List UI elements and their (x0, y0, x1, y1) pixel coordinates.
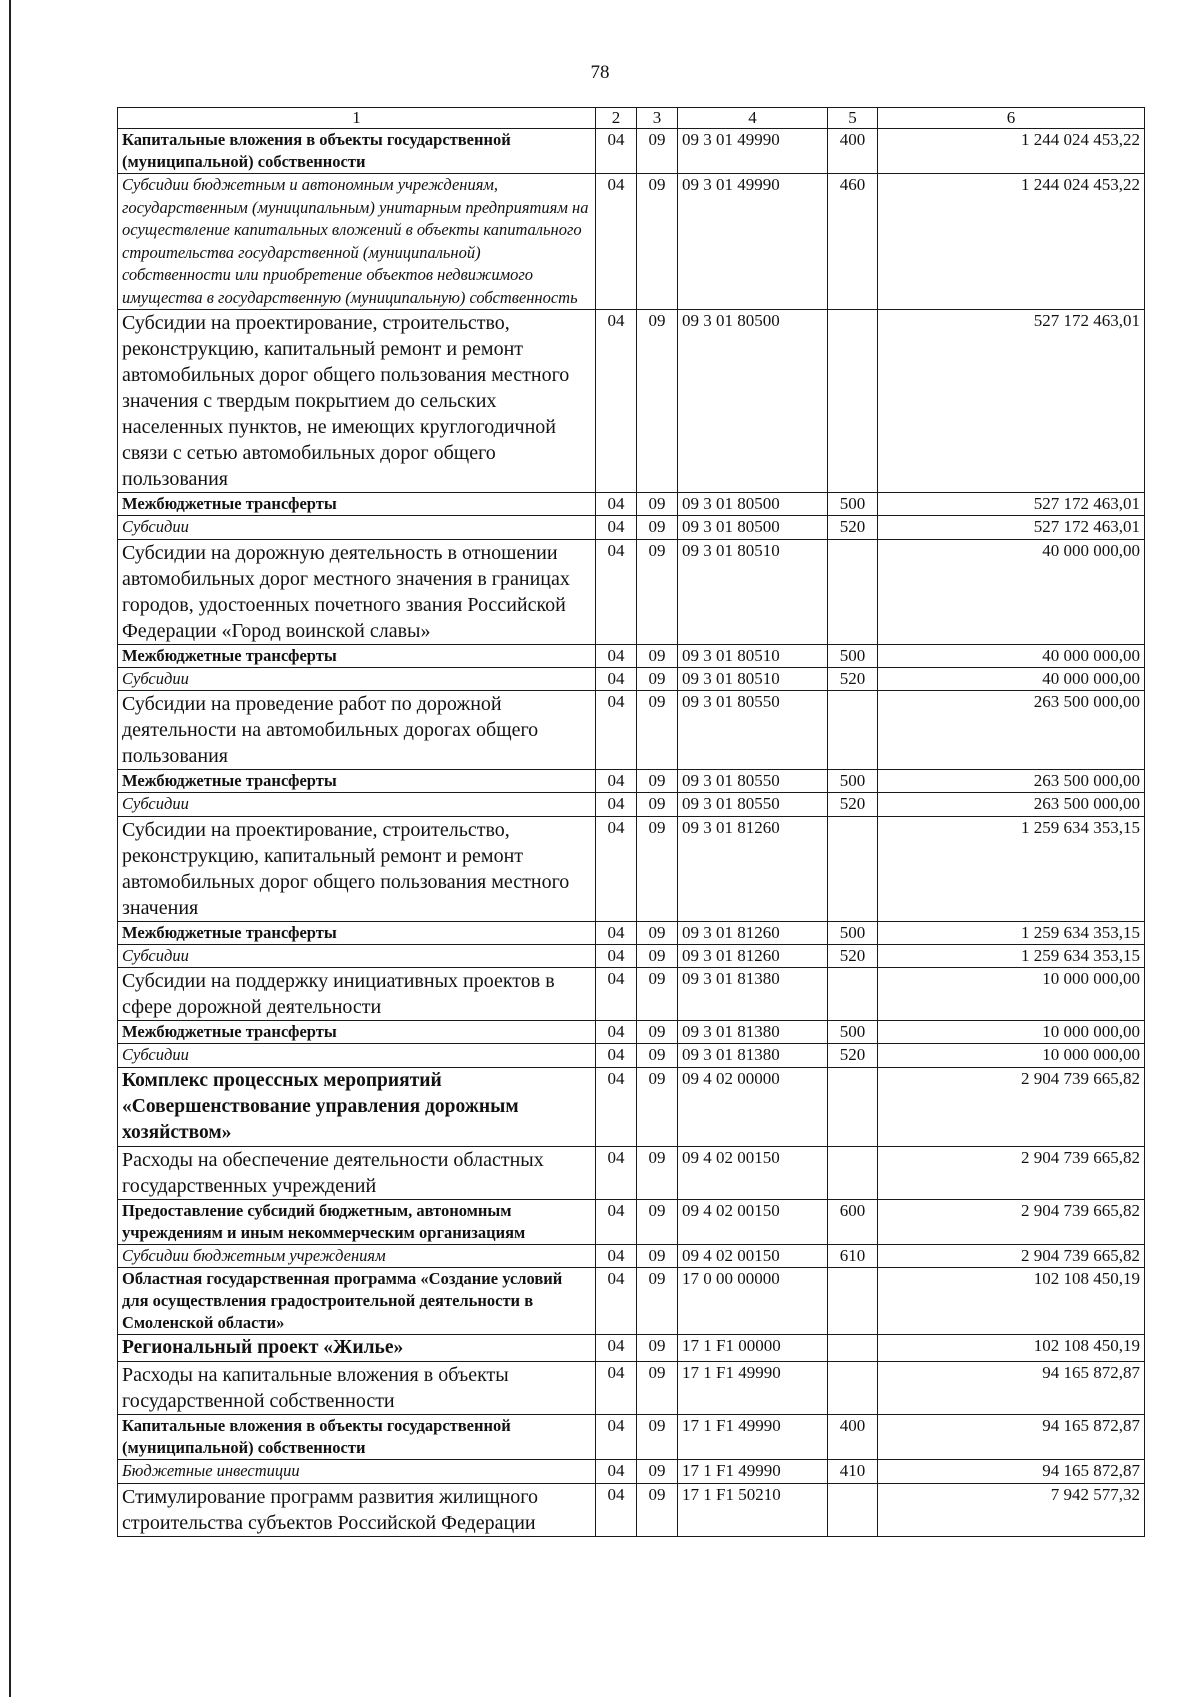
row-subsection: 09 (637, 1268, 678, 1335)
row-amount: 527 172 463,01 (878, 310, 1145, 493)
row-csr: 09 3 01 80500 (678, 310, 828, 493)
row-vr: 460 (828, 174, 878, 310)
row-subsection: 09 (637, 921, 678, 944)
row-vr: 520 (828, 793, 878, 817)
row-name: Субсидии на поддержку инициативных проектов в сфере дорожной деятельности (118, 968, 596, 1021)
table-row (118, 1415, 1145, 1460)
table-row (118, 1021, 1145, 1044)
row-subsection: 09 (637, 539, 678, 644)
table-row (118, 516, 1145, 540)
row-csr: 09 3 01 80550 (678, 691, 828, 770)
row-name: Межбюджетные трансферты (118, 644, 596, 667)
row-name: Предоставление субсидий бюджетным, автономным учреждениям и иным некоммерческим организациям (118, 1199, 596, 1244)
col-header-csr: 4 (678, 108, 828, 129)
row-csr: 09 3 01 80500 (678, 493, 828, 516)
row-vr (828, 1146, 878, 1199)
row-vr (828, 1483, 878, 1536)
row-csr: 09 4 02 00000 (678, 1067, 828, 1146)
row-section: 04 (596, 1460, 637, 1484)
row-section: 04 (596, 1199, 637, 1244)
row-amount: 1 259 634 353,15 (878, 921, 1145, 944)
row-name: Субсидии на проектирование, строительство, реконструкцию, капитальный ремонт и ремонт автомобильных дорог общего пользования местного значения (118, 816, 596, 921)
row-name: Бюджетные инвестиции (118, 1460, 596, 1484)
table-row (118, 1044, 1145, 1068)
row-csr: 09 4 02 00150 (678, 1199, 828, 1244)
row-amount: 263 500 000,00 (878, 691, 1145, 770)
row-csr: 09 4 02 00150 (678, 1146, 828, 1199)
row-name: Комплекс процессных мероприятий «Совершенствование управления дорожным хозяйством» (118, 1067, 596, 1146)
row-subsection: 09 (637, 310, 678, 493)
row-amount: 102 108 450,19 (878, 1335, 1145, 1362)
table-row (118, 921, 1145, 944)
row-csr: 09 3 01 81380 (678, 968, 828, 1021)
row-amount: 1 259 634 353,15 (878, 816, 1145, 921)
row-section: 04 (596, 1483, 637, 1536)
table-row (118, 1483, 1145, 1536)
row-subsection: 09 (637, 968, 678, 1021)
row-vr (828, 310, 878, 493)
row-csr: 09 3 01 80550 (678, 770, 828, 793)
row-vr: 400 (828, 129, 878, 174)
row-section: 04 (596, 944, 637, 968)
row-name: Стимулирование программ развития жилищного строительства субъектов Российской Федерации (118, 1483, 596, 1536)
row-name: Расходы на капитальные вложения в объекты государственной собственности (118, 1362, 596, 1415)
row-amount: 94 165 872,87 (878, 1362, 1145, 1415)
row-vr: 520 (828, 944, 878, 968)
row-section: 04 (596, 1146, 637, 1199)
table-row (118, 1268, 1145, 1335)
row-vr: 500 (828, 493, 878, 516)
row-section: 04 (596, 793, 637, 817)
row-vr: 520 (828, 516, 878, 540)
row-name: Межбюджетные трансферты (118, 1021, 596, 1044)
row-section: 04 (596, 516, 637, 540)
row-vr: 500 (828, 644, 878, 667)
row-subsection: 09 (637, 1021, 678, 1044)
row-csr: 17 1 F1 49990 (678, 1415, 828, 1460)
row-subsection: 09 (637, 944, 678, 968)
row-subsection: 09 (637, 1199, 678, 1244)
row-csr: 09 3 01 49990 (678, 129, 828, 174)
scan-edge-line (9, 0, 11, 1697)
table-row (118, 310, 1145, 493)
row-amount: 1 244 024 453,22 (878, 174, 1145, 310)
row-vr: 500 (828, 1021, 878, 1044)
table-row (118, 793, 1145, 817)
row-vr (828, 968, 878, 1021)
row-section: 04 (596, 1268, 637, 1335)
row-vr: 520 (828, 667, 878, 691)
row-csr: 09 3 01 80510 (678, 539, 828, 644)
page-number: 78 (590, 62, 610, 83)
col-header-subsection: 3 (637, 108, 678, 129)
row-subsection: 09 (637, 1044, 678, 1068)
row-subsection: 09 (637, 770, 678, 793)
row-vr: 600 (828, 1199, 878, 1244)
row-name: Межбюджетные трансферты (118, 921, 596, 944)
row-section: 04 (596, 1362, 637, 1415)
table-row (118, 1244, 1145, 1268)
row-subsection: 09 (637, 516, 678, 540)
row-name: Субсидии бюджетным и автономным учреждениям, государственным (муниципальным) унитарным предприятиям на осуществление капитальных вложений в объекты капитального строительства государственной (муниципальной) собственности или приобретение объектов недвижимого имущества в государственную (муниципальную) собственность (118, 174, 596, 310)
row-amount: 7 942 577,32 (878, 1483, 1145, 1536)
row-section: 04 (596, 1244, 637, 1268)
row-subsection: 09 (637, 644, 678, 667)
row-subsection: 09 (637, 1067, 678, 1146)
row-amount: 527 172 463,01 (878, 493, 1145, 516)
row-name: Областная государственная программа «Создание условий для осуществления градостроительной деятельности в Смоленской области» (118, 1268, 596, 1335)
row-name: Расходы на обеспечение деятельности областных государственных учреждений (118, 1146, 596, 1199)
row-section: 04 (596, 310, 637, 493)
row-csr: 17 1 F1 49990 (678, 1362, 828, 1415)
table-row (118, 667, 1145, 691)
table-header-row (118, 108, 1145, 129)
row-amount: 1 259 634 353,15 (878, 944, 1145, 968)
row-csr: 09 3 01 80500 (678, 516, 828, 540)
row-vr (828, 1362, 878, 1415)
table-row (118, 1199, 1145, 1244)
row-name: Субсидии (118, 667, 596, 691)
table-row (118, 174, 1145, 310)
row-vr: 400 (828, 1415, 878, 1460)
row-name: Субсидии (118, 944, 596, 968)
row-vr (828, 539, 878, 644)
row-vr: 610 (828, 1244, 878, 1268)
col-header-amount: 6 (878, 108, 1145, 129)
row-section: 04 (596, 1021, 637, 1044)
row-amount: 94 165 872,87 (878, 1460, 1145, 1484)
row-csr: 17 1 F1 49990 (678, 1460, 828, 1484)
table-row (118, 1146, 1145, 1199)
table-row (118, 1460, 1145, 1484)
row-subsection: 09 (637, 174, 678, 310)
row-subsection: 09 (637, 1335, 678, 1362)
row-vr (828, 816, 878, 921)
row-vr (828, 1067, 878, 1146)
row-name: Субсидии (118, 793, 596, 817)
row-csr: 09 3 01 81260 (678, 921, 828, 944)
row-vr (828, 691, 878, 770)
row-subsection: 09 (637, 493, 678, 516)
table-row (118, 1067, 1145, 1146)
row-amount: 10 000 000,00 (878, 1021, 1145, 1044)
row-amount: 2 904 739 665,82 (878, 1244, 1145, 1268)
row-section: 04 (596, 921, 637, 944)
row-csr: 09 3 01 49990 (678, 174, 828, 310)
table-row (118, 1362, 1145, 1415)
row-section: 04 (596, 493, 637, 516)
row-csr: 17 0 00 00000 (678, 1268, 828, 1335)
row-vr (828, 1335, 878, 1362)
row-vr: 500 (828, 770, 878, 793)
table-row (118, 493, 1145, 516)
row-name: Межбюджетные трансферты (118, 770, 596, 793)
row-name: Субсидии на проведение работ по дорожной деятельности на автомобильных дорогах общего пользования (118, 691, 596, 770)
row-subsection: 09 (637, 667, 678, 691)
row-subsection: 09 (637, 691, 678, 770)
row-amount: 102 108 450,19 (878, 1268, 1145, 1335)
row-subsection: 09 (637, 129, 678, 174)
table-row (118, 539, 1145, 644)
row-csr: 09 3 01 80550 (678, 793, 828, 817)
row-name: Субсидии (118, 1044, 596, 1068)
row-amount: 40 000 000,00 (878, 539, 1145, 644)
row-name: Субсидии бюджетным учреждениям (118, 1244, 596, 1268)
row-vr (828, 1268, 878, 1335)
col-header-name: 1 (118, 108, 596, 129)
row-amount: 263 500 000,00 (878, 793, 1145, 817)
row-amount: 40 000 000,00 (878, 644, 1145, 667)
table-row (118, 129, 1145, 174)
row-csr: 17 1 F1 00000 (678, 1335, 828, 1362)
row-section: 04 (596, 691, 637, 770)
row-csr: 17 1 F1 50210 (678, 1483, 828, 1536)
row-csr: 09 3 01 81260 (678, 944, 828, 968)
row-subsection: 09 (637, 1244, 678, 1268)
table-row (118, 770, 1145, 793)
row-amount: 10 000 000,00 (878, 968, 1145, 1021)
row-amount: 40 000 000,00 (878, 667, 1145, 691)
row-name: Капитальные вложения в объекты государственной (муниципальной) собственности (118, 1415, 596, 1460)
row-subsection: 09 (637, 1362, 678, 1415)
row-subsection: 09 (637, 1415, 678, 1460)
row-section: 04 (596, 667, 637, 691)
row-amount: 2 904 739 665,82 (878, 1146, 1145, 1199)
table-row (118, 816, 1145, 921)
row-csr: 09 3 01 81380 (678, 1044, 828, 1068)
table-row (118, 944, 1145, 968)
row-amount: 94 165 872,87 (878, 1415, 1145, 1460)
row-name: Субсидии на дорожную деятельность в отношении автомобильных дорог местного значения в границах городов, удостоенных почетного звания Российской Федерации «Город воинской славы» (118, 539, 596, 644)
row-section: 04 (596, 968, 637, 1021)
col-header-section: 2 (596, 108, 637, 129)
table-row (118, 968, 1145, 1021)
row-name: Капитальные вложения в объекты государственной (муниципальной) собственности (118, 129, 596, 174)
row-csr: 09 4 02 00150 (678, 1244, 828, 1268)
row-section: 04 (596, 1044, 637, 1068)
row-name: Межбюджетные трансферты (118, 493, 596, 516)
table-row (118, 644, 1145, 667)
row-amount: 527 172 463,01 (878, 516, 1145, 540)
row-vr: 500 (828, 921, 878, 944)
row-section: 04 (596, 1415, 637, 1460)
row-section: 04 (596, 539, 637, 644)
row-section: 04 (596, 816, 637, 921)
row-subsection: 09 (637, 1483, 678, 1536)
row-subsection: 09 (637, 1460, 678, 1484)
row-name: Субсидии на проектирование, строительство, реконструкцию, капитальный ремонт и ремонт автомобильных дорог общего пользования местного значения с твердым покрытием до сельских населенных пунктов, не имеющих круглогодичной связи с сетью автомобильных дорог общего пользования (118, 310, 596, 493)
col-header-vr: 5 (828, 108, 878, 129)
row-amount: 10 000 000,00 (878, 1044, 1145, 1068)
row-csr: 09 3 01 80510 (678, 644, 828, 667)
row-subsection: 09 (637, 1146, 678, 1199)
table-row (118, 1335, 1145, 1362)
row-section: 04 (596, 129, 637, 174)
budget-table (117, 107, 1145, 1537)
row-csr: 09 3 01 81380 (678, 1021, 828, 1044)
row-vr: 520 (828, 1044, 878, 1068)
row-csr: 09 3 01 81260 (678, 816, 828, 921)
row-section: 04 (596, 1067, 637, 1146)
table-row (118, 691, 1145, 770)
row-amount: 1 244 024 453,22 (878, 129, 1145, 174)
row-csr: 09 3 01 80510 (678, 667, 828, 691)
row-name: Региональный проект «Жилье» (118, 1335, 596, 1362)
row-section: 04 (596, 770, 637, 793)
row-subsection: 09 (637, 816, 678, 921)
row-name: Субсидии (118, 516, 596, 540)
row-amount: 2 904 739 665,82 (878, 1199, 1145, 1244)
row-vr: 410 (828, 1460, 878, 1484)
row-amount: 263 500 000,00 (878, 770, 1145, 793)
row-amount: 2 904 739 665,82 (878, 1067, 1145, 1146)
row-section: 04 (596, 174, 637, 310)
row-section: 04 (596, 1335, 637, 1362)
row-subsection: 09 (637, 793, 678, 817)
row-section: 04 (596, 644, 637, 667)
table-body (118, 129, 1145, 1537)
